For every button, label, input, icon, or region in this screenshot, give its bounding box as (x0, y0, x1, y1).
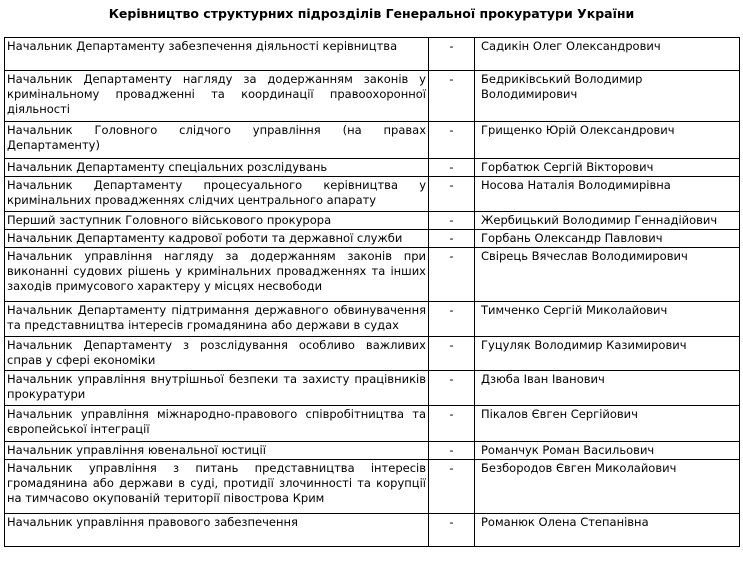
separator-cell: - (429, 212, 475, 230)
table-row (5, 460, 740, 514)
table-row (5, 514, 740, 547)
separator-cell: - (429, 230, 475, 248)
name-cell: Грищенко Юрій Олександрович (475, 122, 740, 159)
position-cell: Начальник управління ювенальної юстиції (5, 442, 429, 460)
position-cell: Начальник Департаменту кадрової роботи та державної служби (5, 230, 429, 248)
name-cell: Романчук Роман Васильович (475, 442, 740, 460)
position-cell: Начальник управління з питань представництва інтересів громадянина або держави в суді, протидії злочинності та корупції на тимчасово окупованій території півострова Крим (5, 460, 429, 514)
table-row (5, 38, 740, 71)
position-cell: Начальник управління внутрішньої безпеки та захисту працівників прокуратури (5, 371, 429, 406)
name-cell: Садикін Олег Олександрович (475, 38, 740, 71)
name-cell: Горбатюк Сергій Вікторович (475, 159, 740, 177)
position-cell: Начальник управління нагляду за додержанням законів при виконанні судових рішень у кримінальних провадженнях та інших заходів примусового характеру у місцях несвободи (5, 248, 429, 302)
table-row (5, 122, 740, 159)
position-cell: Начальник Департаменту нагляду за додержанням законів у кримінальному провадженні та координації правоохоронної діяльності (5, 71, 429, 122)
position-cell: Начальник Департаменту з розслідування особливо важливих справ у сфері економіки (5, 337, 429, 371)
name-cell: Тимченко Сергій Миколайович (475, 302, 740, 337)
separator-cell: - (429, 442, 475, 460)
name-cell: Безбородов Євген Миколайович (475, 460, 740, 514)
position-cell: Начальник Департаменту процесуального керівництва у кримінальних провадженнях слідчих центрального апарату (5, 177, 429, 212)
name-cell: Гуцуляк Володимир Казимирович (475, 337, 740, 371)
table-row (5, 406, 740, 442)
separator-cell: - (429, 406, 475, 442)
separator-cell: - (429, 122, 475, 159)
position-cell: Начальник Головного слідчого управління (на правах Департаменту) (5, 122, 429, 159)
table-row (5, 212, 740, 230)
table-row (5, 177, 740, 212)
name-cell: Жербицький Володимир Геннадійович (475, 212, 740, 230)
table-row (5, 248, 740, 302)
table-row (5, 337, 740, 371)
name-cell: Горбань Олександр Павлович (475, 230, 740, 248)
position-cell: Начальник Департаменту підтримання державного обвинувачення та представництва інтересів громадянина або держави в судах (5, 302, 429, 337)
separator-cell: - (429, 514, 475, 547)
leadership-table (4, 37, 740, 547)
separator-cell: - (429, 159, 475, 177)
position-cell: Начальник управління правового забезпечення (5, 514, 429, 547)
position-cell: Начальник управління міжнародно-правового співробітництва та європейської інтеграції (5, 406, 429, 442)
position-cell: Перший заступник Головного військового прокурора (5, 212, 429, 230)
separator-cell: - (429, 371, 475, 406)
name-cell: Романюк Олена Степанівна (475, 514, 740, 547)
separator-cell: - (429, 71, 475, 122)
table-row (5, 230, 740, 248)
table-row (5, 71, 740, 122)
separator-cell: - (429, 248, 475, 302)
name-cell: Пікалов Євген Сергійович (475, 406, 740, 442)
name-cell: Дзюба Іван Іванович (475, 371, 740, 406)
separator-cell: - (429, 460, 475, 514)
name-cell: Свірець Вячеслав Володимирович (475, 248, 740, 302)
separator-cell: - (429, 177, 475, 212)
table-row (5, 442, 740, 460)
separator-cell: - (429, 38, 475, 71)
table-body (5, 38, 740, 547)
table-row (5, 159, 740, 177)
name-cell: Носова Наталія Володимирівна (475, 177, 740, 212)
separator-cell: - (429, 337, 475, 371)
position-cell: Начальник Департаменту забезпечення діяльності керівництва (5, 38, 429, 71)
page-title: Керівництво структурних підрозділів Генеральної прокуратури України (108, 6, 635, 21)
name-cell: Бедриківський Володимир Володимирович (475, 71, 740, 122)
table-row (5, 371, 740, 406)
position-cell: Начальник Департаменту спеціальних розслідувань (5, 159, 429, 177)
separator-cell: - (429, 302, 475, 337)
table-row (5, 302, 740, 337)
